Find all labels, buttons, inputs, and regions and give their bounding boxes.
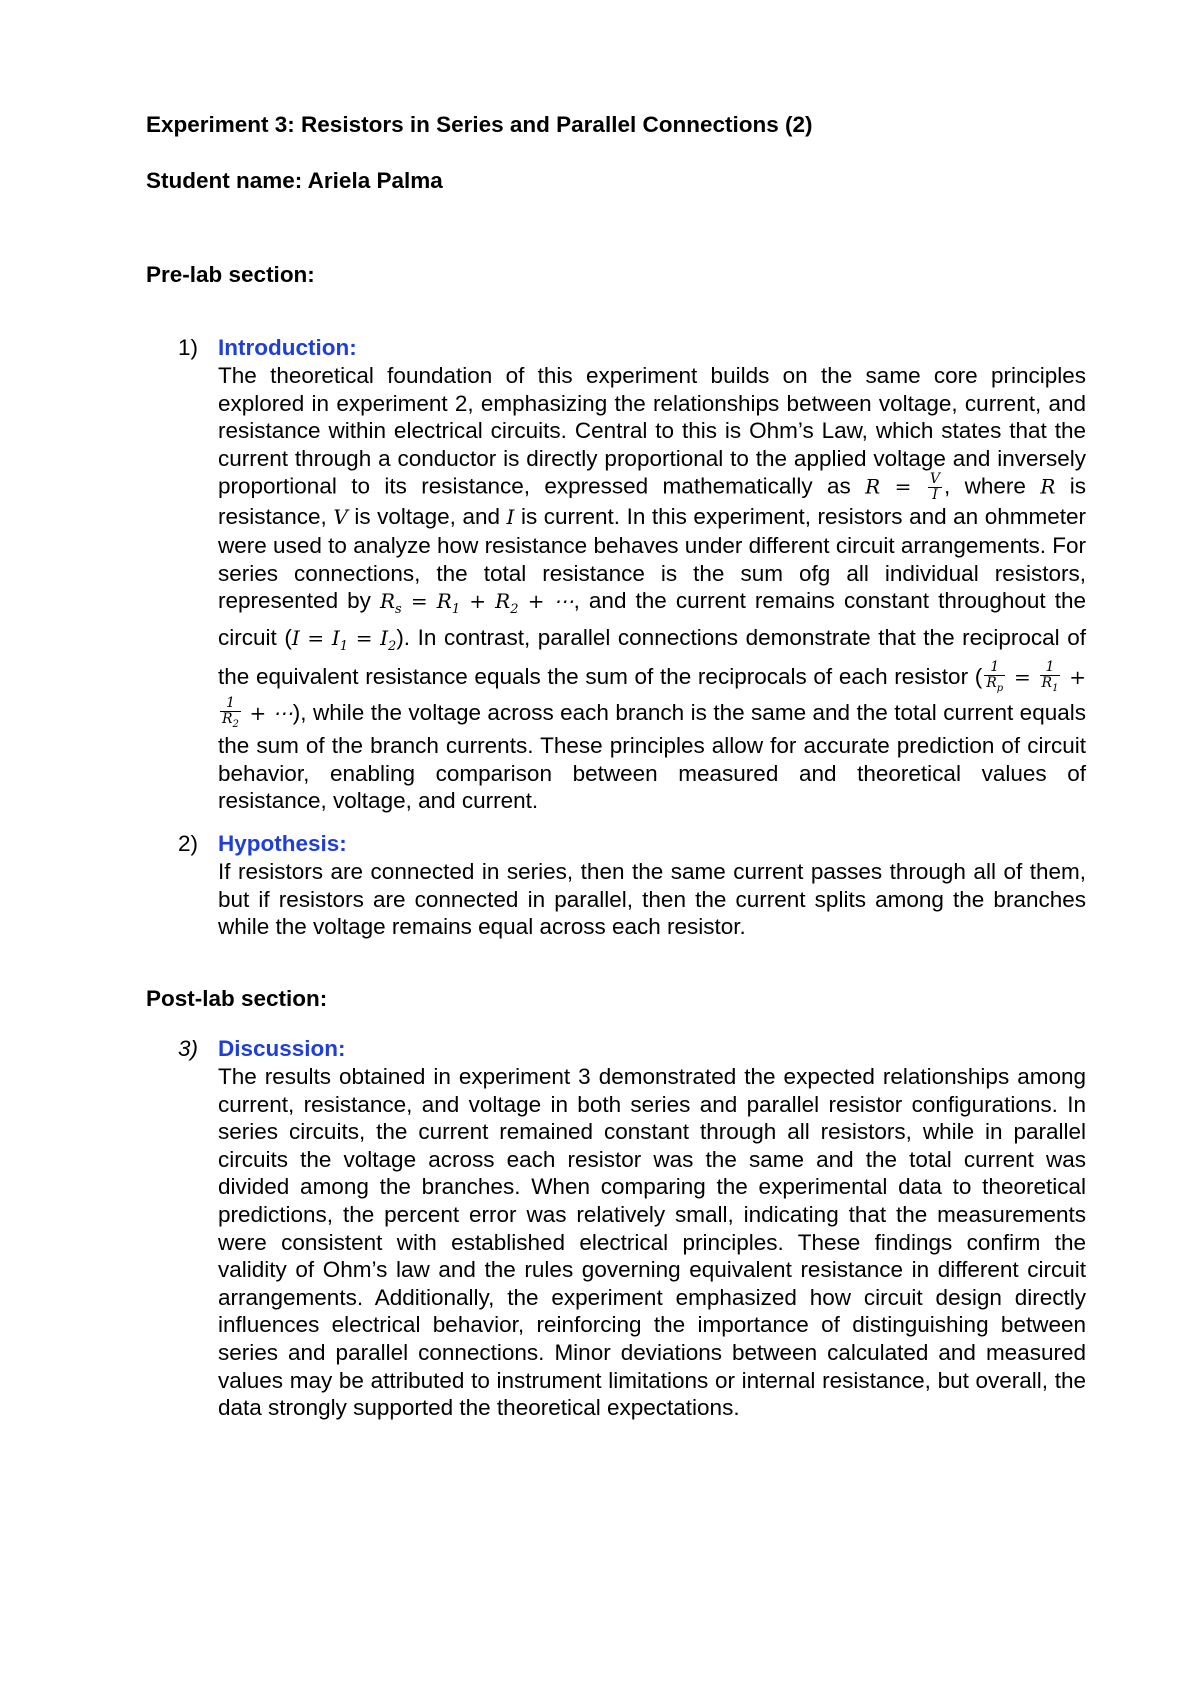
frac-den-sub: p [996,683,1004,695]
intro-text-part: ). In contrast, parallel connections demonstrate that the reciprocal of the equivalent resistance equals the sum of the reciprocals of each resistor ( [218,624,1087,690]
frac-num: 1 [220,696,241,712]
frac-num: 1 [1040,660,1061,676]
hypothesis-text: If resistors are connected in series, then the same current passes through all of them, but if resistors are connected in parallel, then the current splits among the branches while the voltage remains equal across each resistor. [218,859,1086,940]
intro-text-part: ), while the voltage across each branch is the same and the total current equals the sum of the branch currents. These principles allow for accurate prediction of circuit behavior, enabling comparison between measured and theoretical values of resistance, voltage, and current. [218,699,1086,814]
intro-text-part: The theoretical foundation of this experiment builds on the same core principles explored in experiment 2, emphasizing the relationships between voltage, current, and resistance within electrical circuits. Central to this is Ohm’s Law, which states that the current through a conductor is directly proportional to the applied voltage and inversely proportional to its resistance, expressed mathematically as [218,363,1086,499]
ohm-fraction [928,472,942,503]
intro-text-part: , and the current remains constant throughout the circuit ( [218,588,1087,650]
series-eq-r1: = R [401,589,452,614]
discussion-header [178,1035,1088,1063]
ohm-law-formula [865,475,926,499]
introduction-label: Introduction: [218,335,357,360]
series-plus-r2: + R [460,589,511,614]
introduction-text [218,362,1086,815]
frac-den-sub: 2 [232,718,239,730]
frac-den-r: R [986,675,997,692]
document-title: Experiment 3: Resistors in Series and Parallel Connections (2) [146,112,813,137]
parallel-tail: + ⋯ [242,700,293,725]
discussion-text: The results obtained in experiment 3 demonstrated the expected relationships among current, resistance, and voltage in both series and parallel resistor configurations. In series circuits, the current remained constant through all resistors, while in parallel circuits the voltage across each resistor was the same and the total current was divided among the branches. When comparing the experimental data to theoretical predictions, the percent error was relatively small, indicating that the measurements were consistent with established electrical principles. These findings confirm the validity of Ohm’s law and the rules governing equivalent resistance in different circuit arrangements. Additionally, the experiment emphasized how circuit design directly influences electrical behavior, reinforcing the importance of distinguishing between series and parallel connections. Minor deviations between calculated and measured values may be attributed to instrument limitations or internal resistance, but overall, the data strongly supported the theoretical expectations. [218,1064,1086,1421]
ohm-numerator: V [929,471,941,488]
intro-text-part: is voltage, and [347,504,507,530]
introduction-header [178,334,1088,362]
hypothesis-label: Hypothesis: [218,831,347,856]
parallel-plus: + [1062,665,1086,690]
prelab-heading: Pre-lab section: [146,262,315,287]
discussion-label: Discussion: [218,1036,346,1061]
hypothesis-number: 2) [178,831,199,856]
parallel-fraction-rp [984,660,1005,696]
series-resistance-formula [379,589,574,618]
symbol-v: V [333,505,348,530]
intro-text-part: is resistance, [218,473,1086,530]
frac-den [220,712,241,732]
series-current-formula [291,625,397,654]
frac-den-sub: 1 [1052,683,1059,695]
frac-den-r: R [222,711,233,728]
intro-text-part: , where [944,473,1041,499]
series-sub-s: s [395,602,402,618]
current-eq-i: = I [348,625,389,650]
ohm-lhs: R = [865,474,926,499]
parallel-fraction-r2 [220,696,241,732]
frac-num: 1 [984,660,1005,676]
hypothesis-header [178,830,1088,858]
series-tail: + ⋯ [518,589,574,614]
current-i-i: I = I [291,625,340,650]
current-sub-2: 2 [388,638,397,654]
discussion-item [178,1035,1088,1422]
current-sub-1: 1 [339,638,349,654]
series-sub-1: 1 [451,602,461,618]
introduction-number: 1) [178,335,199,360]
intro-text-part: is current. In this experiment, resistors and an ohmmeter were used to analyze how resistance behaves under different circuit arrangements. For series connections, the total resistance is the sum ofg all individual resistors, represented by [218,504,1086,614]
symbol-r: R [1040,474,1056,499]
discussion-number: 3) [178,1036,199,1061]
frac-den [1040,676,1061,696]
parallel-fraction-r1 [1040,660,1061,696]
frac-den-r: R [1041,675,1053,692]
parallel-equals: = [1007,665,1038,690]
frac-den [984,676,1005,696]
hypothesis-item [178,830,1088,941]
introduction-item [178,334,1088,815]
ohm-denominator: I [932,487,938,504]
symbol-i: I [506,505,515,530]
series-sub-2: 2 [510,602,519,618]
student-name-line: Student name: Ariela Palma [146,168,443,193]
series-rs: R [379,589,396,614]
postlab-heading: Post-lab section: [146,986,328,1011]
